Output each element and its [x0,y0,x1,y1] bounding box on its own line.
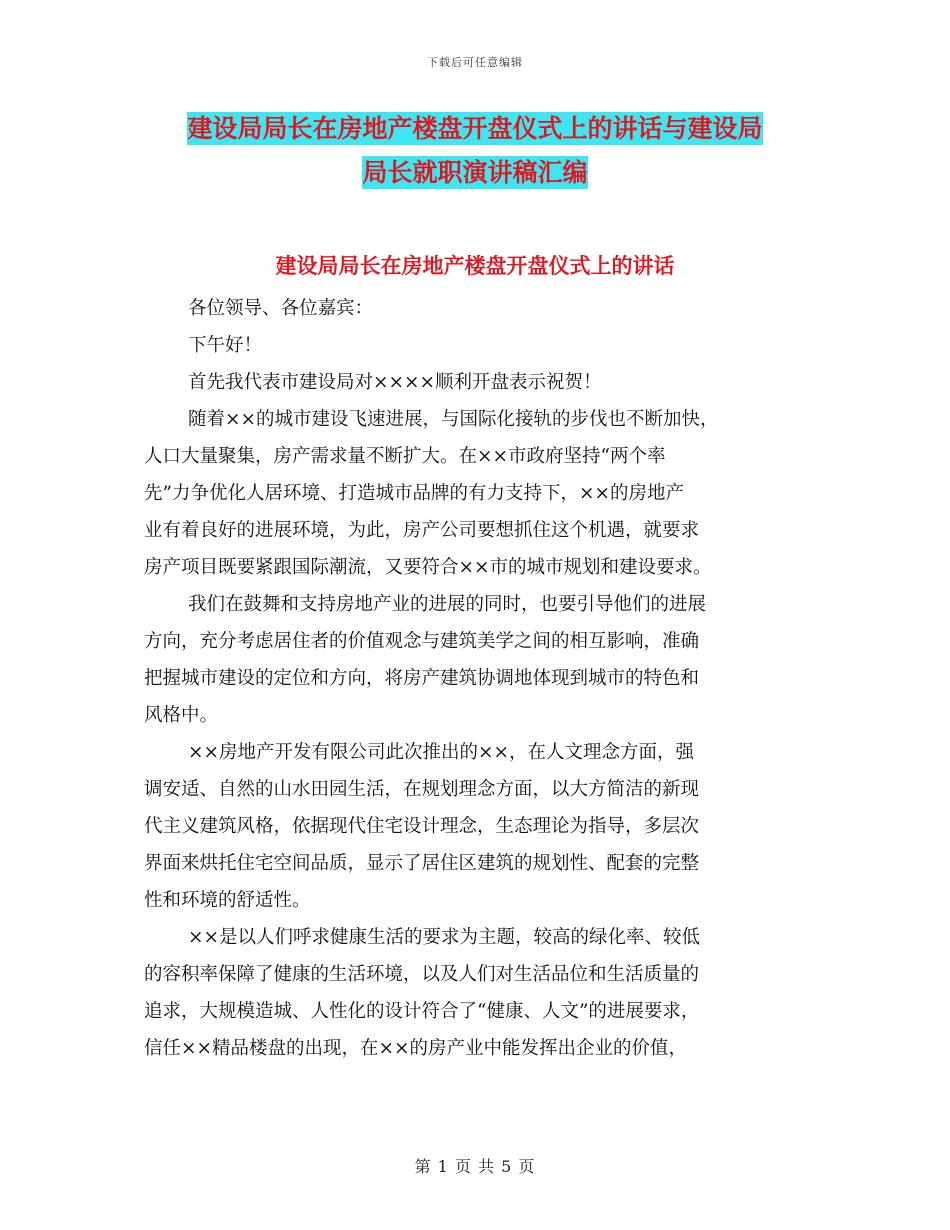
paragraph-line: 性和环境的舒适性。 [144,890,311,911]
document-title-line-2 [0,156,950,190]
paragraph-line: 界面来烘托住宅空间品质，显示了居住区建筑的规划性、配套的完整 [144,853,700,874]
paragraph-line: 房产项目既要紧跟国际潮流，又要符合××市的城市规划和建设要求。 [144,557,712,578]
greeting: 下午好！ [188,335,263,356]
body-text [144,290,804,1067]
paragraph-line: 先”力争优化人居环境、打造城市品牌的有力支持下，××的房地产 [144,483,684,504]
paragraph-line: 调安适、自然的山水田园生活，在规划理念方面，以大方简洁的新现 [144,779,700,800]
document-title-line-1 [0,112,950,146]
paragraph-line: 代主义建筑风格，依据现代住宅设计理念，生态理论为指导，多层次 [144,816,700,837]
paragraph-line: ××是以人们呼求健康生活的要求为主题，较高的绿化率、较低 [188,927,701,948]
paragraph-line: ××房地产开发有限公司此次推出的××，在人文理念方面，强 [188,742,695,763]
header-note: 下载后可任意编辑 [427,56,523,69]
paragraph-line: 随着××的城市建设飞速进展，与国际化接轨的步伐也不断加快， [188,409,719,430]
paragraph-line: 信任××精品楼盘的出现，在××的房产业中能发挥出企业的价值， [144,1038,688,1059]
paragraph-line: 人口大量聚集，房产需求量不断扩大。在××市政府坚持“两个率 [144,446,666,467]
section-title: 建设局局长在房地产楼盘开盘仪式上的讲话 [275,254,675,278]
paragraph-line: 方向，充分考虑居住者的价值观念与建筑美学之间的相互影响，准确 [144,631,700,652]
paragraph-line: 风格中。 [144,705,219,726]
document-title-line-2-text: 局长就职演讲稿汇编 [362,158,588,187]
paragraph-line: 的容积率保障了健康的生活环境，以及人们对生活品位和生活质量的 [144,964,700,985]
paragraph-line: 把握城市建设的定位和方向，将房产建筑协调地体现到城市的特色和 [144,668,700,689]
paragraph-line: 追求，大规模造城、人性化的设计符合了“健康、人文”的进展要求， [144,1001,700,1022]
page-footer: 第 1 页 共 5 页 [414,1157,536,1176]
document-title-line-1-text: 建设局局长在房地产楼盘开盘仪式上的讲话与建设局 [187,114,763,143]
paragraph-line: 我们在鼓舞和支持房地产业的进展的同时，也要引导他们的进展 [188,594,707,615]
salutation: 各位领导、各位嘉宾： [188,298,374,319]
paragraph-line: 业有着良好的进展环境，为此，房产公司要想抓住这个机遇，就要求 [144,520,700,541]
paragraph-line: 首先我代表市建设局对××××顺利开盘表示祝贺！ [188,372,602,393]
